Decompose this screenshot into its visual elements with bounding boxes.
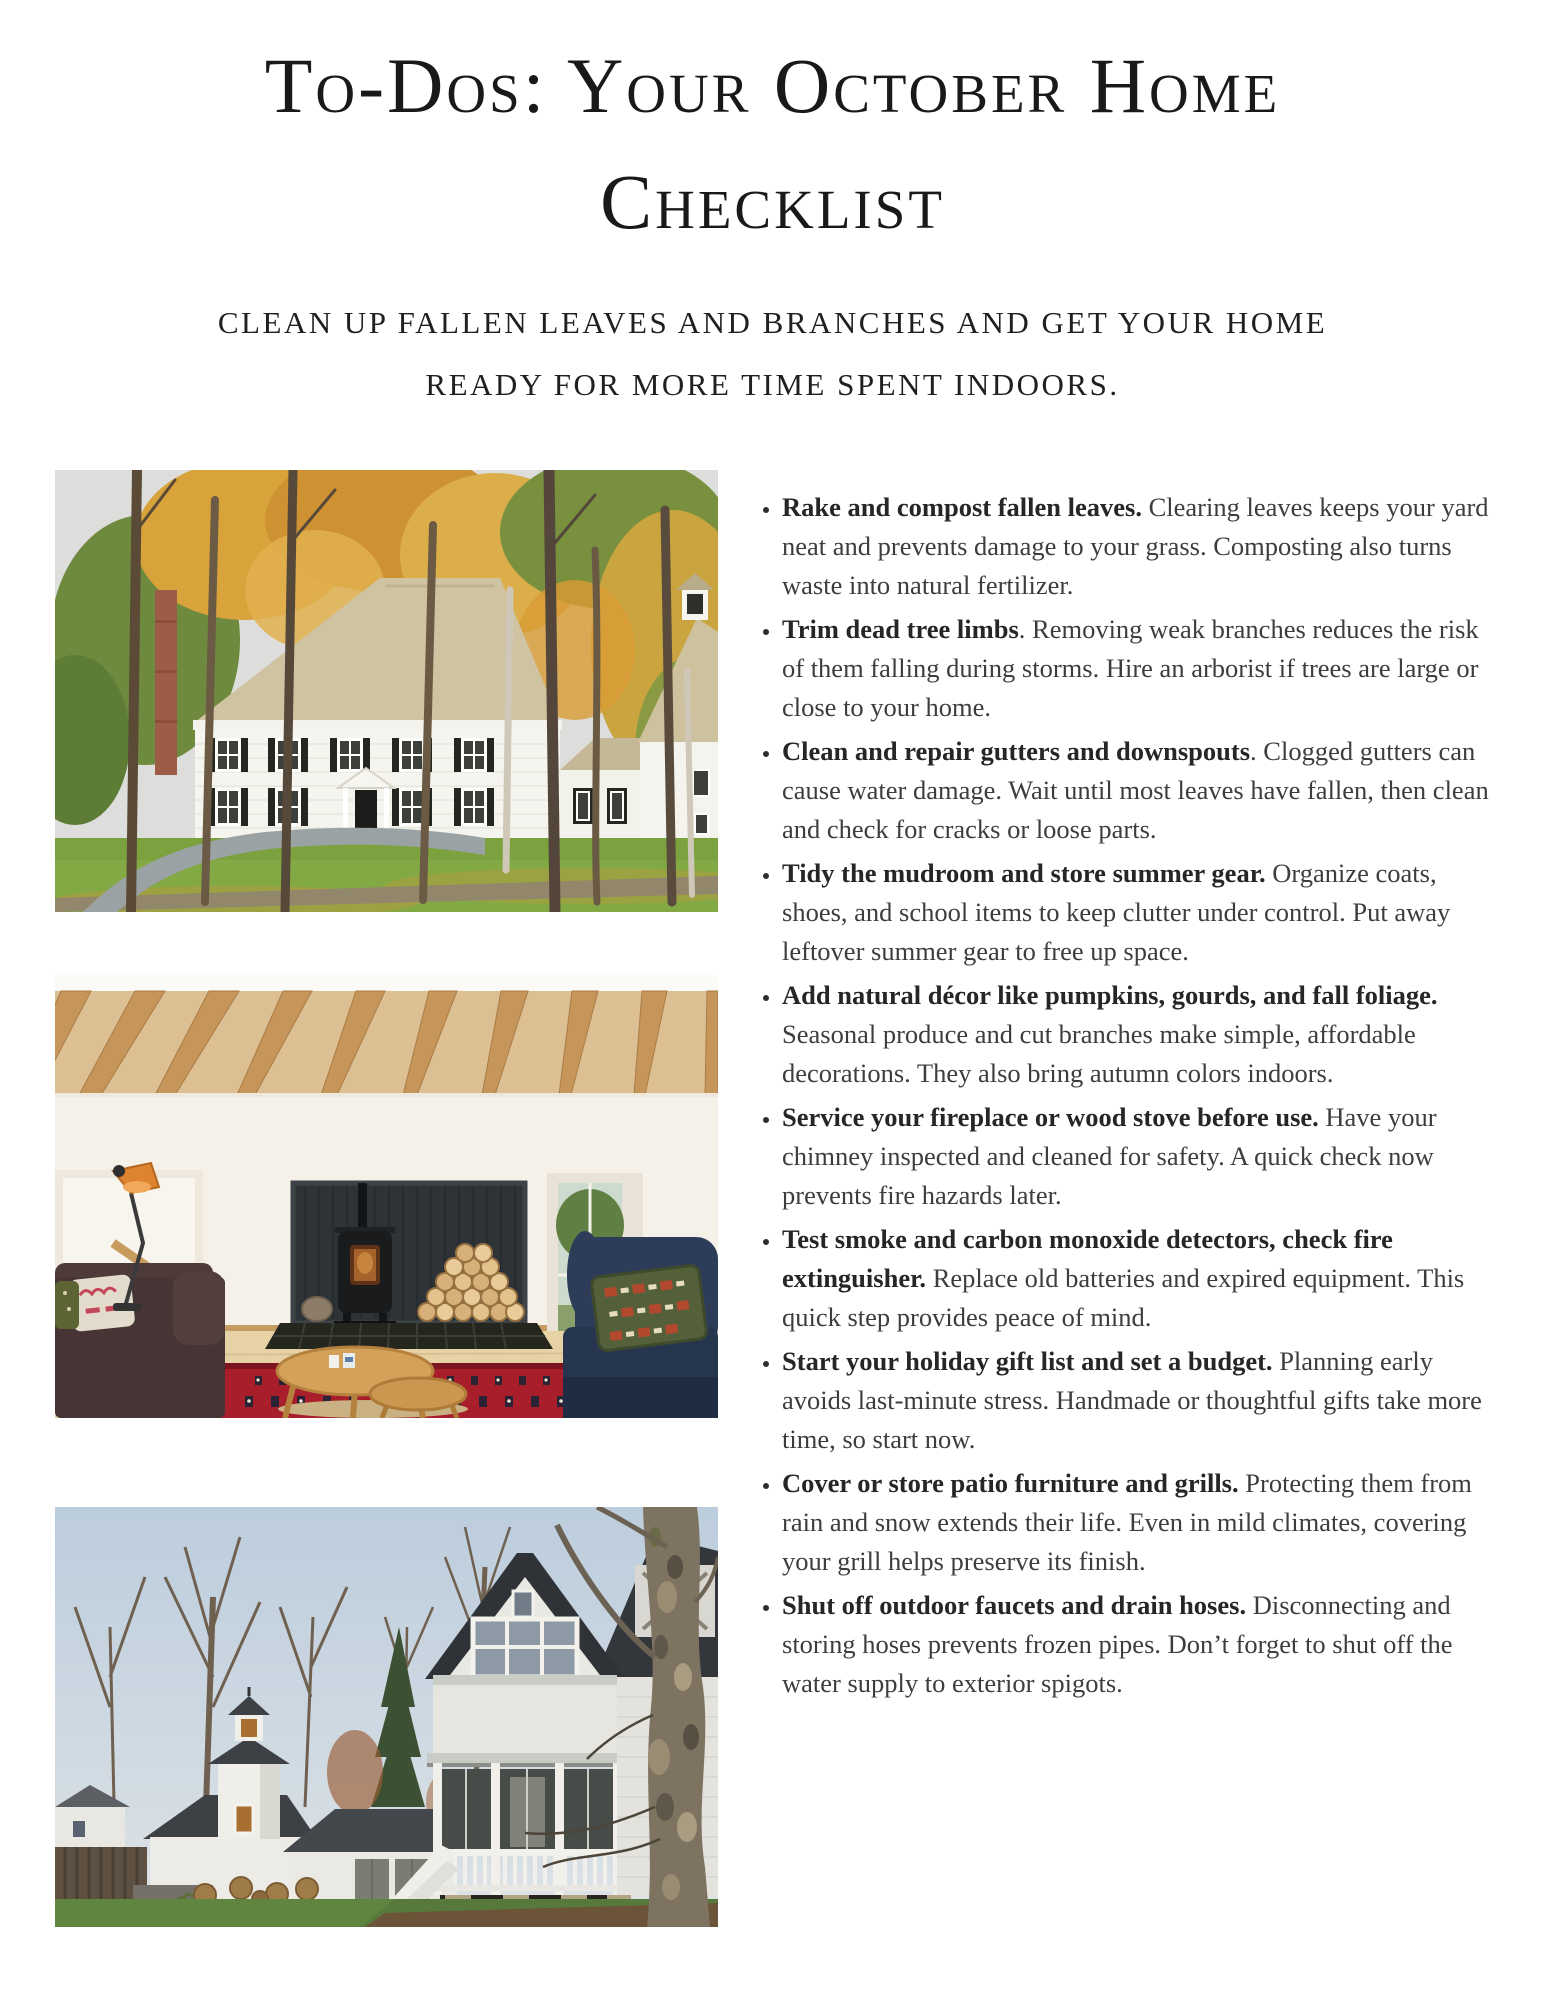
- checklist-item-bold: Cover or store patio furniture and grills.: [782, 1468, 1239, 1498]
- checklist-item-text: Seasonal produce and cut branches make simple, affordable decorations. They also bring autumn colors indoors.: [782, 1019, 1416, 1088]
- checklist-item-bold: Service your fireplace or wood stove before use.: [782, 1102, 1319, 1132]
- checklist-item-text: Disconnecting and storing hoses prevents frozen pipes. Don’t forget to shut off the water supply to exterior spigots.: [782, 1590, 1453, 1698]
- wood-beam-ceiling: [55, 975, 718, 1097]
- log-bag: [302, 1297, 332, 1321]
- checklist-item-text: . Removing weak branches reduces the risk of them falling during storms. Hire an arborist if trees are large or close to your home.: [782, 614, 1479, 722]
- checklist-item: [782, 1586, 1494, 1703]
- page-header: [0, 0, 1545, 416]
- photo-column: [55, 470, 718, 1927]
- checklist-item-text: Clearing leaves keeps your yard neat and prevents damage to your grass. Composting also turns waste into natural fertilizer.: [782, 492, 1489, 600]
- checklist-item-text: Organize coats, shoes, and school items to keep clutter under control. Put away leftover summer gear to free up space.: [782, 858, 1451, 966]
- farmhouse-illustration: [55, 1507, 718, 1927]
- lawn-and-mulch: [55, 1899, 718, 1927]
- checklist-column: [718, 488, 1494, 1708]
- content-area: [0, 470, 1545, 1927]
- checklist-item-text: Have your chimney inspected and cleaned for safety. A quick check now prevents fire hazards later.: [782, 1102, 1437, 1210]
- hearth-tiles: [265, 1323, 553, 1349]
- checklist-item-text: Replace old batteries and expired equipment. This quick step provides peace of mind.: [782, 1263, 1465, 1332]
- cup: [329, 1355, 339, 1368]
- welsh-blanket-cushion: [591, 1265, 707, 1352]
- checklist-item-bold: Start your holiday gift list and set a budget.: [782, 1346, 1273, 1376]
- checklist-item: [782, 854, 1494, 971]
- checklist-item: [782, 1220, 1494, 1337]
- checklist-item-bold: Add natural décor like pumpkins, gourds, and fall foliage.: [782, 980, 1438, 1010]
- checklist-item-bold: Shut off outdoor faucets and drain hoses.: [782, 1590, 1247, 1620]
- page-subtitle-line-2: READY FOR MORE TIME SPENT INDOORS.: [425, 367, 1120, 402]
- armchair: [563, 1231, 718, 1418]
- checklist-item: [782, 976, 1494, 1093]
- white-farmhouse-porch-photo: [55, 1507, 718, 1927]
- autumn-colonial-house-photo: [55, 470, 718, 912]
- fireplace-alcove: [293, 1183, 525, 1326]
- checklist-item-text: Planning early avoids last-minute stress. Handmade or thoughtful gifts take more time, so start now.: [782, 1346, 1482, 1454]
- page-title: [0, 28, 1545, 260]
- russet-shrub: [327, 1730, 383, 1814]
- checklist-item-bold: Clean and repair gutters and downspouts: [782, 736, 1251, 766]
- checklist: [718, 488, 1494, 1703]
- page-subtitle-line-1: CLEAN UP FALLEN LEAVES AND BRANCHES AND GET YOUR HOME: [217, 305, 1328, 340]
- page-title-line-2: Checklist: [600, 158, 945, 245]
- checklist-item-text: Protecting them from rain and snow extends their life. Even in mild climates, covering your grill helps preserve its finish.: [782, 1468, 1472, 1576]
- checklist-item-bold: Trim dead tree limbs: [782, 614, 1019, 644]
- page-subtitle: [0, 292, 1545, 416]
- checklist-item-bold: Rake and compost fallen leaves.: [782, 492, 1142, 522]
- checklist-item: [782, 732, 1494, 849]
- checklist-item: [782, 1342, 1494, 1459]
- checklist-item-bold: Tidy the mudroom and store summer gear.: [782, 858, 1266, 888]
- stove-flue: [358, 1183, 367, 1233]
- living-room-wood-stove-photo: [55, 975, 718, 1418]
- page-title-line-1: To-Dos: Your October Home: [264, 42, 1281, 129]
- checklist-item: [782, 610, 1494, 727]
- wood-stove: [334, 1227, 396, 1326]
- autumn-house-illustration: [55, 470, 718, 912]
- sofa: [55, 1263, 225, 1418]
- checklist-item-bold: Test smoke and carbon monoxide detectors, check fire extinguisher.: [782, 1224, 1393, 1293]
- living-room-illustration: [55, 975, 718, 1418]
- checklist-item: [782, 488, 1494, 605]
- checklist-item-text: . Clogged gutters can cause water damage. Wait until most leaves have fallen, then clean and check for cracks or loose parts.: [782, 736, 1489, 844]
- checklist-item: [782, 1464, 1494, 1581]
- checklist-item: [782, 1098, 1494, 1215]
